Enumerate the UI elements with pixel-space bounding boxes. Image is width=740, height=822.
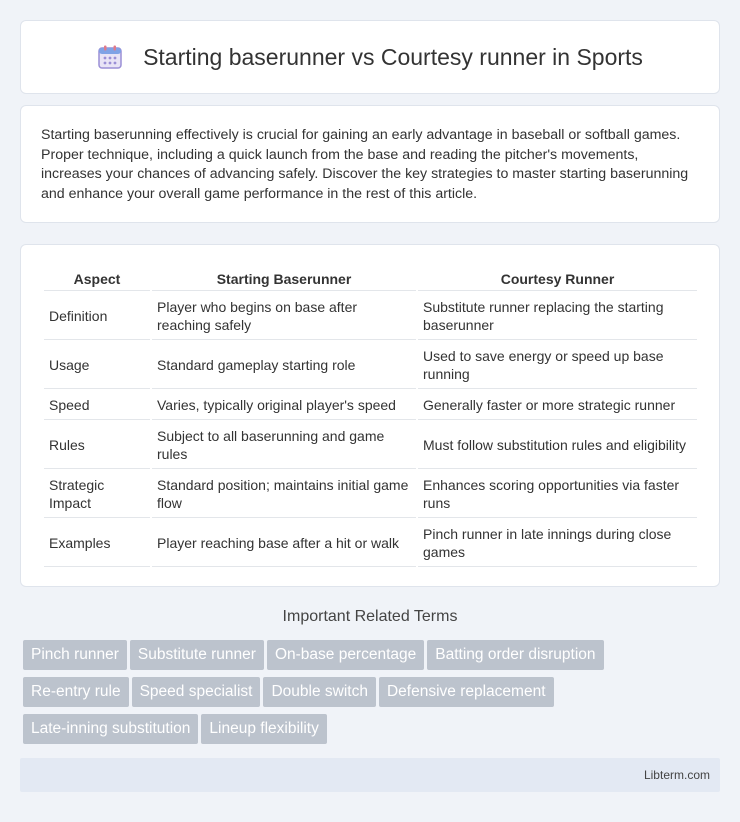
table-cell: Used to save energy or speed up base running bbox=[418, 342, 697, 389]
comparison-card bbox=[20, 244, 720, 587]
table-header-row bbox=[44, 267, 697, 291]
related-terms-list bbox=[23, 640, 723, 751]
table-row bbox=[44, 520, 697, 567]
table-row bbox=[44, 391, 697, 420]
related-term-tag[interactable]: Re-entry rule bbox=[23, 677, 129, 707]
column-header: Courtesy Runner bbox=[418, 267, 697, 291]
table-cell: Definition bbox=[44, 293, 150, 340]
table-cell: Subject to all baserunning and game rules bbox=[152, 422, 416, 469]
table-cell: Strategic Impact bbox=[44, 471, 150, 518]
table-cell: Usage bbox=[44, 342, 150, 389]
related-term-tag[interactable]: Batting order disruption bbox=[427, 640, 603, 670]
table-cell: Enhances scoring opportunities via faster runs bbox=[418, 471, 697, 518]
related-term-tag[interactable]: Defensive replacement bbox=[379, 677, 554, 707]
comparison-table bbox=[42, 265, 699, 569]
table-row bbox=[44, 293, 697, 340]
table-row bbox=[44, 422, 697, 469]
table-cell: Standard position; maintains initial game flow bbox=[152, 471, 416, 518]
footer bbox=[20, 758, 720, 792]
related-term-tag[interactable]: Pinch runner bbox=[23, 640, 127, 670]
footer-site-link[interactable]: Libterm.com bbox=[643, 768, 710, 782]
related-term-tag[interactable]: Lineup flexibility bbox=[201, 714, 326, 744]
table-cell: Player who begins on base after reaching safely bbox=[152, 293, 416, 340]
column-header: Aspect bbox=[44, 267, 150, 291]
table-row bbox=[44, 342, 697, 389]
table-row bbox=[44, 471, 697, 518]
table-cell: Must follow substitution rules and eligibility bbox=[418, 422, 697, 469]
calendar-icon bbox=[97, 44, 123, 70]
related-term-tag[interactable]: Double switch bbox=[263, 677, 376, 707]
table-cell: Speed bbox=[44, 391, 150, 420]
table-cell: Pinch runner in late innings during close games bbox=[418, 520, 697, 567]
related-term-tag[interactable]: Substitute runner bbox=[130, 640, 264, 670]
page-title: Starting baserunner vs Courtesy runner in Sports bbox=[143, 43, 643, 70]
column-header: Starting Baserunner bbox=[152, 267, 416, 291]
table-cell: Substitute runner replacing the starting baserunner bbox=[418, 293, 697, 340]
intro-card bbox=[20, 105, 720, 223]
related-terms-title: Important Related Terms bbox=[282, 608, 458, 625]
related-term-tag[interactable]: Speed specialist bbox=[132, 677, 261, 707]
table-cell: Examples bbox=[44, 520, 150, 567]
intro-text: Starting baserunning effectively is crucial for gaining an early advantage in baseball or softball games. Proper technique, including a quick launch from the base and reading the pitcher's movements, increases your chances of advancing safely. Discover the key strategies to master starting baserunning and enhance your overall game performance in the rest of this article. bbox=[41, 127, 689, 202]
table-cell: Varies, typically original player's speed bbox=[152, 391, 416, 420]
table-cell: Standard gameplay starting role bbox=[152, 342, 416, 389]
table-cell: Generally faster or more strategic runner bbox=[418, 391, 697, 420]
related-term-tag[interactable]: On-base percentage bbox=[267, 640, 424, 670]
table-cell: Player reaching base after a hit or walk bbox=[152, 520, 416, 567]
related-term-tag[interactable]: Late-inning substitution bbox=[23, 714, 198, 744]
header-card bbox=[20, 20, 720, 94]
table-cell: Rules bbox=[44, 422, 150, 469]
